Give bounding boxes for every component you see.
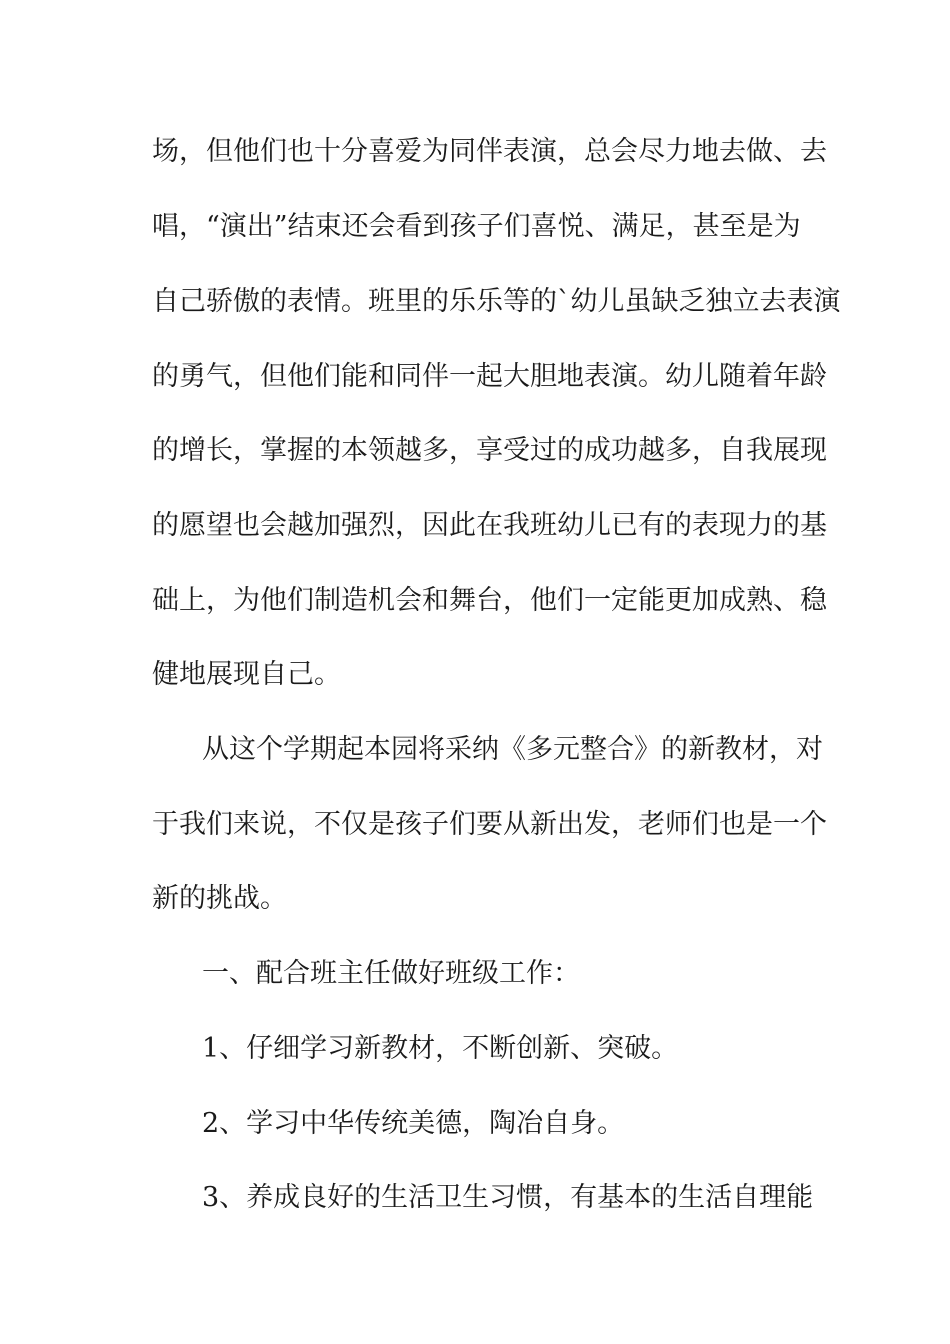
section-heading: 一、配合班主任做好班级工作： bbox=[202, 958, 580, 989]
list-item-3: 3、养成良好的生活卫生习惯，有基本的生活自理能 bbox=[202, 1182, 814, 1213]
paragraph-line-2: 唱，“演出”结束还会看到孩子们喜悦、满足，甚至是为 bbox=[152, 211, 801, 242]
paragraph-line-10: 于我们来说，不仅是孩子们要从新出发，老师们也是一个 bbox=[152, 809, 827, 840]
paragraph-line-5: 的增长，掌握的本领越多，享受过的成功越多，自我展现 bbox=[152, 435, 827, 466]
paragraph-line-11: 新的挑战。 bbox=[152, 883, 287, 914]
list-item-1: 1、仔细学习新教材，不断创新、突破。 bbox=[202, 1033, 679, 1064]
paragraph-line-7: 础上，为他们制造机会和舞台，他们一定能更加成熟、稳 bbox=[152, 585, 827, 616]
paragraph-line-1: 场，但他们也十分喜爱为同伴表演，总会尽力地去做、去 bbox=[152, 136, 827, 167]
paragraph-line-6: 的愿望也会越加强烈，因此在我班幼儿已有的表现力的基 bbox=[152, 510, 827, 541]
list-item-2: 2、学习中华传统美德，陶冶自身。 bbox=[202, 1108, 625, 1139]
paragraph-line-9: 从这个学期起本园将采纳《多元整合》的新教材，对 bbox=[202, 734, 823, 765]
paragraph-line-3: 自己骄傲的表情。班里的乐乐等的`幼儿虽缺乏独立去表演 bbox=[152, 286, 841, 317]
paragraph-line-4: 的勇气，但他们能和同伴一起大胆地表演。幼儿随着年龄 bbox=[152, 361, 827, 392]
paragraph-line-8: 健地展现自己。 bbox=[152, 659, 341, 690]
